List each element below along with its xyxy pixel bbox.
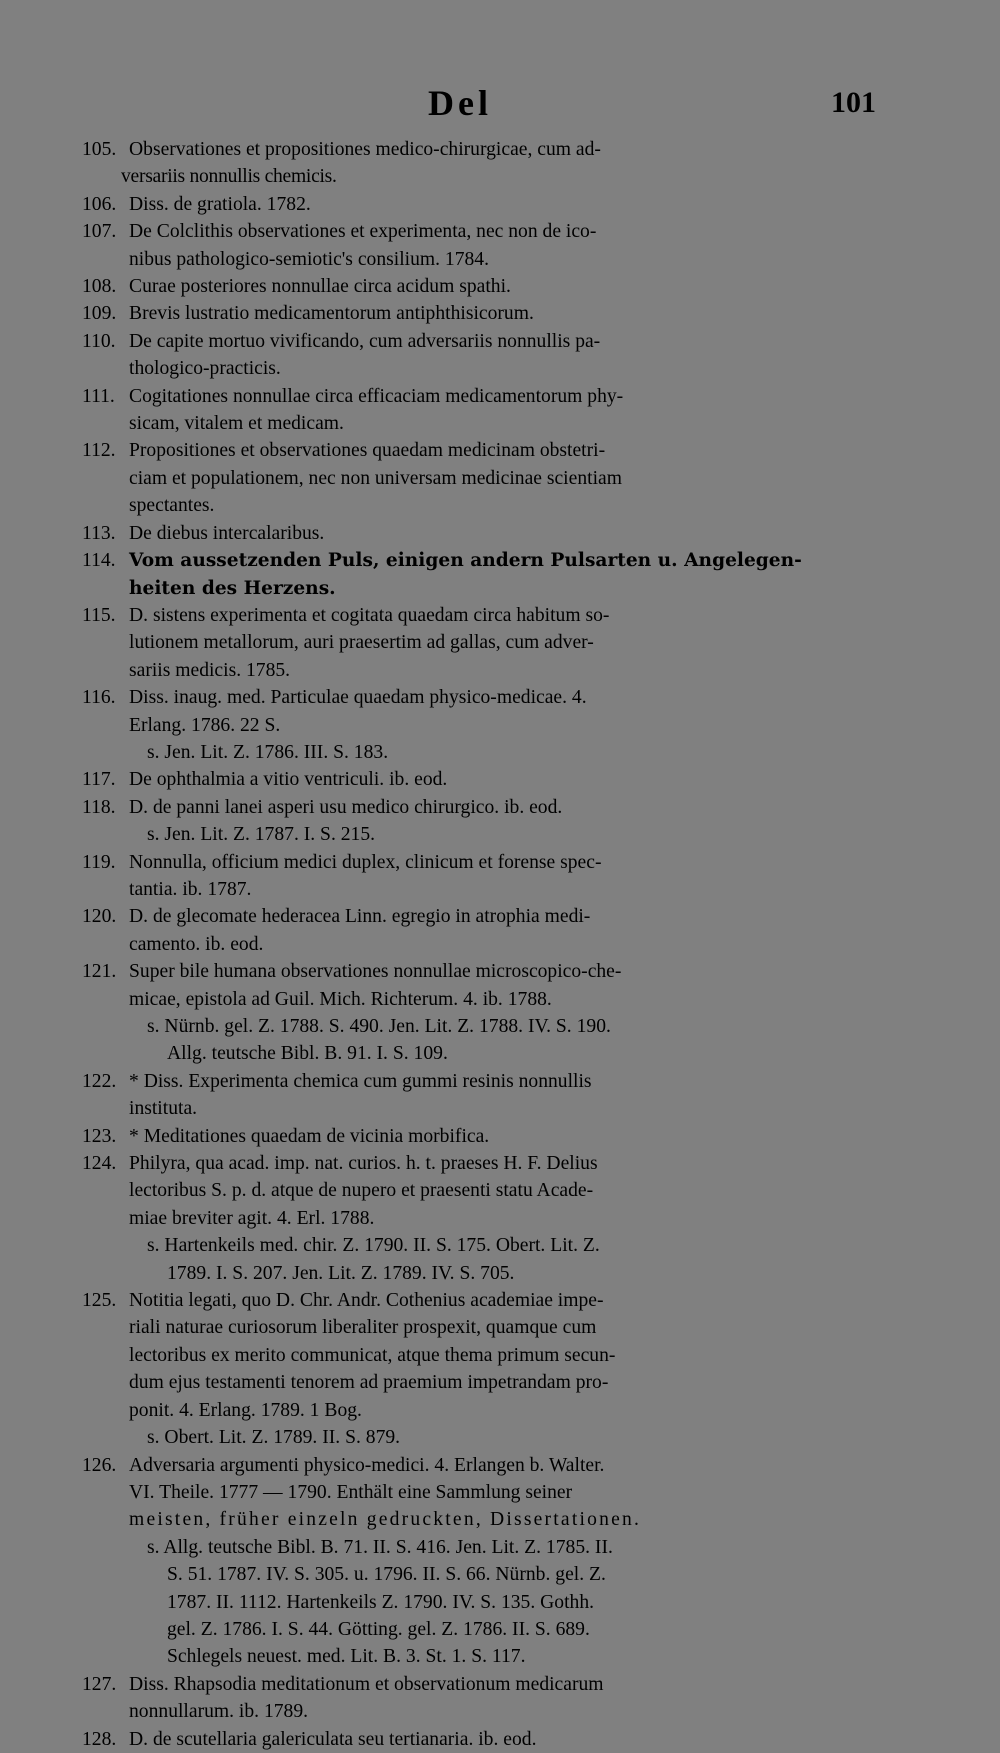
- bibliography-entry: [82, 136, 877, 191]
- entry-line: lectoribus ex merito communicat, atque thema primum secun-: [129, 1344, 616, 1366]
- bibliography-entry: [82, 520, 877, 547]
- entry-number: 111.: [82, 385, 115, 407]
- bibliography-entry: [82, 383, 877, 438]
- entry-line: De Colclithis observationes et experimenta, nec non de ico-: [129, 221, 597, 243]
- entry-line: Adversaria argumenti physico-medici. 4. Erlangen b. Walter.: [129, 1454, 605, 1476]
- entry-line: meisten, früher einzeln gedruckten, Dissertationen.: [129, 1509, 642, 1531]
- entry-number: 125.: [82, 1290, 117, 1312]
- entry-number: 128.: [82, 1728, 117, 1750]
- entry-line: gel. Z. 1786. I. S. 44. Götting. gel. Z. 1786. II. S. 689.: [167, 1618, 590, 1640]
- bibliography-entry: [82, 1452, 877, 1671]
- entry-line: Schlegels neuest. med. Lit. B. 3. St. 1. S. 117.: [167, 1646, 526, 1668]
- entry-number: 110.: [82, 330, 116, 352]
- entry-line: D. de glecomate hederacea Linn. egregio in atrophia medi-: [129, 906, 591, 928]
- entry-line: tantia. ib. 1787.: [129, 878, 252, 900]
- entry-line: D. de panni lanei asperi usu medico chirurgico. ib. eod.: [129, 796, 563, 818]
- entry-line: riali naturae curiosorum liberaliter prospexit, quamque cum: [129, 1317, 597, 1339]
- bibliography-entry: [82, 273, 877, 300]
- entry-number: 106.: [82, 193, 117, 215]
- bibliography-entry: [82, 903, 877, 958]
- bibliography-entry: [82, 1671, 877, 1726]
- entry-line: ponit. 4. Erlang. 1789. 1 Bog.: [129, 1399, 362, 1421]
- entry-line: 1789. I. S. 207. Jen. Lit. Z. 1789. IV. S. 705.: [167, 1262, 515, 1284]
- bibliography-entry: [82, 684, 877, 766]
- entry-number: 119.: [82, 851, 116, 873]
- entry-number: 120.: [82, 906, 117, 928]
- entry-line: sicam, vitalem et medicam.: [129, 413, 344, 435]
- entry-line: s. Hartenkeils med. chir. Z. 1790. II. S. 175. Obert. Lit. Z.: [147, 1235, 600, 1257]
- entry-line: Diss. inaug. med. Particulae quaedam physico-medicae. 4.: [129, 687, 587, 709]
- bibliography-entry: [82, 849, 877, 904]
- entry-number: 109.: [82, 303, 117, 325]
- entry-number: 123.: [82, 1125, 117, 1147]
- running-head: Del: [428, 83, 492, 123]
- bibliography-entry: [82, 1287, 877, 1451]
- entry-line: heiten des Herzens.: [129, 577, 336, 599]
- entry-line: Erlang. 1786. 22 S.: [129, 714, 281, 736]
- entry-line: s. Jen. Lit. Z. 1786. III. S. 183.: [147, 741, 389, 763]
- bibliography-entry: [82, 1068, 877, 1123]
- page-number: 101: [831, 86, 876, 119]
- entry-line: s. Obert. Lit. Z. 1789. II. S. 879.: [147, 1427, 401, 1449]
- entry-line: * Diss. Experimenta chemica cum gummi resinis nonnullis: [129, 1070, 592, 1092]
- entry-line: 1787. II. 1112. Hartenkeils Z. 1790. IV. S. 135. Gothh.: [167, 1591, 595, 1613]
- entry-line: miae breviter agit. 4. Erl. 1788.: [129, 1207, 375, 1229]
- bibliography-entry: [82, 328, 877, 383]
- entry-number: 116.: [82, 687, 116, 709]
- entry-line: * Meditationes quaedam de vicinia morbifica.: [129, 1125, 490, 1147]
- entry-line: instituta.: [129, 1098, 198, 1120]
- entry-line: micae, epistola ad Guil. Mich. Richterum. 4. ib. 1788.: [129, 988, 552, 1010]
- bibliography-entry: [82, 437, 877, 519]
- entry-line: D. de scutellaria galericulata seu tertianaria. ib. eod.: [129, 1728, 537, 1750]
- entry-number: 107.: [82, 221, 117, 243]
- entry-line: Propositiones et observationes quaedam medicinam obstetri-: [129, 440, 606, 462]
- entry-number: 108.: [82, 276, 117, 298]
- bibliography-entry: [82, 218, 877, 273]
- bibliography-list: [82, 136, 877, 1753]
- bibliography-entry: [82, 1726, 877, 1753]
- bibliography-entry: [82, 794, 877, 849]
- entry-number: 121.: [82, 961, 117, 983]
- entry-number: 124.: [82, 1153, 117, 1175]
- entry-line: Notitia legati, quo D. Chr. Andr. Cothenius academiae impe-: [129, 1290, 604, 1312]
- bibliography-entry: [82, 547, 877, 602]
- entry-line: De diebus intercalaribus.: [129, 522, 325, 544]
- entry-number: 115.: [82, 604, 116, 626]
- entry-line: Diss. Rhapsodia meditationum et observationum medicarum: [129, 1673, 604, 1695]
- entry-line: De capite mortuo vivificando, cum adversariis nonnullis pa-: [129, 330, 601, 352]
- entry-line: Cogitationes nonnullae circa efficaciam medicamentorum phy-: [129, 385, 624, 407]
- entry-line: versariis nonnullis chemicis.: [121, 166, 337, 188]
- entry-line: Curae posteriores nonnullae circa acidum spathi.: [129, 276, 511, 298]
- entry-number: 127.: [82, 1673, 117, 1695]
- entry-line: Allg. teutsche Bibl. B. 91. I. S. 109.: [167, 1043, 448, 1065]
- entry-number: 117.: [82, 769, 116, 791]
- entry-number: 113.: [82, 522, 116, 544]
- entry-line: dum ejus testamenti tenorem ad praemium impetrandam pro-: [129, 1372, 609, 1394]
- bibliography-entry: [82, 766, 877, 793]
- page-header: [0, 82, 1000, 130]
- bibliography-entry: [82, 1150, 877, 1287]
- entry-line: De ophthalmia a vitio ventriculi. ib. eod.: [129, 769, 448, 791]
- entry-line: s. Nürnb. gel. Z. 1788. S. 490. Jen. Lit. Z. 1788. IV. S. 190.: [147, 1016, 611, 1037]
- bibliography-entry: [82, 602, 877, 684]
- entry-line: lectoribus S. p. d. atque de nupero et praesenti statu Acade-: [129, 1180, 594, 1202]
- entry-number: 126.: [82, 1454, 117, 1476]
- bibliography-entry: [82, 191, 877, 218]
- entry-line: s. Allg. teutsche Bibl. B. 71. II. S. 416. Jen. Lit. Z. 1785. II.: [147, 1536, 613, 1558]
- entry-line: sariis medicis. 1785.: [129, 659, 291, 681]
- entry-number: 114.: [82, 550, 116, 572]
- entry-line: nibus pathologico-semiotic's consilium. 1784.: [129, 248, 489, 270]
- entry-number: 112.: [82, 440, 116, 462]
- entry-line: Super bile humana observationes nonnullae microscopico-che-: [129, 961, 622, 983]
- entry-line: Philyra, qua acad. imp. nat. curios. h. t. praeses H. F. Delius: [129, 1153, 598, 1175]
- entry-line: s. Jen. Lit. Z. 1787. I. S. 215.: [147, 824, 376, 846]
- entry-line: nonnullarum. ib. 1789.: [129, 1701, 309, 1723]
- entry-line: Diss. de gratiola. 1782.: [129, 193, 311, 215]
- entry-line: spectantes.: [129, 495, 215, 517]
- entry-line: Brevis lustratio medicamentorum antiphthisicorum.: [129, 303, 534, 325]
- bibliography-entry: [82, 300, 877, 327]
- bibliography-entry: [82, 1123, 877, 1150]
- entry-line: Nonnulla, officium medici duplex, clinicum et forense spec-: [129, 851, 602, 873]
- entry-number: 122.: [82, 1070, 117, 1092]
- bibliography-entry: [82, 958, 877, 1068]
- entry-line: lutionem metallorum, auri praesertim ad gallas, cum adver-: [129, 632, 594, 654]
- entry-line: VI. Theile. 1777 — 1790. Enthält eine Sammlung seiner: [129, 1481, 573, 1503]
- entry-number: 105.: [82, 139, 117, 160]
- entry-line: Observationes et propositiones medico-chirurgicae, cum ad-: [129, 139, 601, 160]
- entry-line: thologico-practicis.: [129, 358, 281, 380]
- entry-line: S. 51. 1787. IV. S. 305. u. 1796. II. S. 66. Nürnb. gel. Z.: [167, 1564, 606, 1586]
- entry-line: D. sistens experimenta et cogitata quaedam circa habitum so-: [129, 604, 610, 626]
- entry-number: 118.: [82, 796, 116, 818]
- entry-line: camento. ib. eod.: [129, 933, 264, 955]
- entry-line: Vom aussetzenden Puls, einigen andern Pulsarten u. Angelegen-: [129, 550, 802, 572]
- entry-line: ciam et populationem, nec non universam medicinae scientiam: [129, 467, 622, 489]
